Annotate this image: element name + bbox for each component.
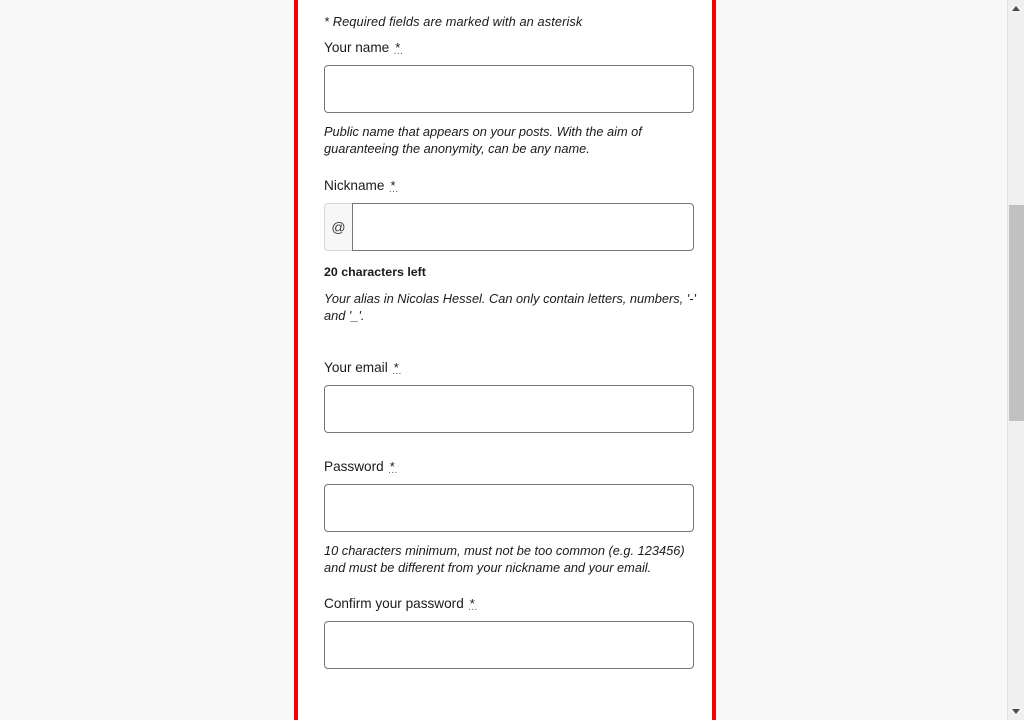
label-nickname-text: Nickname bbox=[324, 178, 385, 193]
scroll-down-button[interactable] bbox=[1008, 703, 1024, 720]
label-confirm-password-text: Confirm your password bbox=[324, 596, 464, 611]
field-your-name bbox=[324, 40, 694, 157]
label-password-text: Password bbox=[324, 459, 384, 474]
nickname-character-counter: 20 characters left bbox=[324, 265, 426, 279]
field-password bbox=[324, 459, 694, 576]
label-your-name bbox=[324, 40, 694, 56]
vertical-scrollbar[interactable] bbox=[1007, 0, 1024, 720]
help-nickname: Your alias in Nicolas Hessel. Can only contain letters, numbers, '-' and '_'. bbox=[324, 291, 696, 323]
required-fields-note: * Required fields are marked with an asterisk bbox=[324, 14, 583, 29]
help-your-name: Public name that appears on your posts. With the aim of guaranteeing the anonymity, can be any name. bbox=[324, 124, 642, 156]
nickname-input[interactable] bbox=[352, 203, 694, 251]
chevron-up-icon bbox=[1012, 6, 1020, 11]
label-your-email-text: Your email bbox=[324, 360, 388, 375]
scrollbar-thumb[interactable] bbox=[1009, 205, 1024, 421]
scroll-up-button[interactable] bbox=[1008, 0, 1024, 17]
field-confirm-password bbox=[324, 596, 694, 669]
label-nickname bbox=[324, 178, 694, 194]
label-your-email bbox=[324, 360, 694, 376]
field-nickname bbox=[324, 178, 694, 324]
label-password bbox=[324, 459, 694, 475]
field-your-email bbox=[324, 360, 694, 433]
required-asterisk-your-email: * … bbox=[394, 360, 399, 375]
label-your-name-text: Your name bbox=[324, 40, 390, 55]
required-asterisk-confirm-password: * … bbox=[470, 596, 475, 611]
password-input[interactable] bbox=[324, 484, 694, 532]
nickname-input-group bbox=[324, 203, 694, 251]
confirm-password-input[interactable] bbox=[324, 621, 694, 669]
your-email-input[interactable] bbox=[324, 385, 694, 433]
at-symbol-icon: @ bbox=[324, 203, 352, 251]
your-name-input[interactable] bbox=[324, 65, 694, 113]
registration-form-column bbox=[294, 0, 716, 720]
help-password: 10 characters minimum, must not be too common (e.g. 123456) and must be different from your nickname and your email. bbox=[324, 543, 685, 575]
required-asterisk-password: * … bbox=[390, 459, 395, 474]
required-asterisk-your-name: * … bbox=[395, 40, 400, 55]
label-confirm-password bbox=[324, 596, 694, 612]
chevron-down-icon bbox=[1012, 709, 1020, 714]
required-asterisk-nickname: * … bbox=[390, 178, 395, 193]
